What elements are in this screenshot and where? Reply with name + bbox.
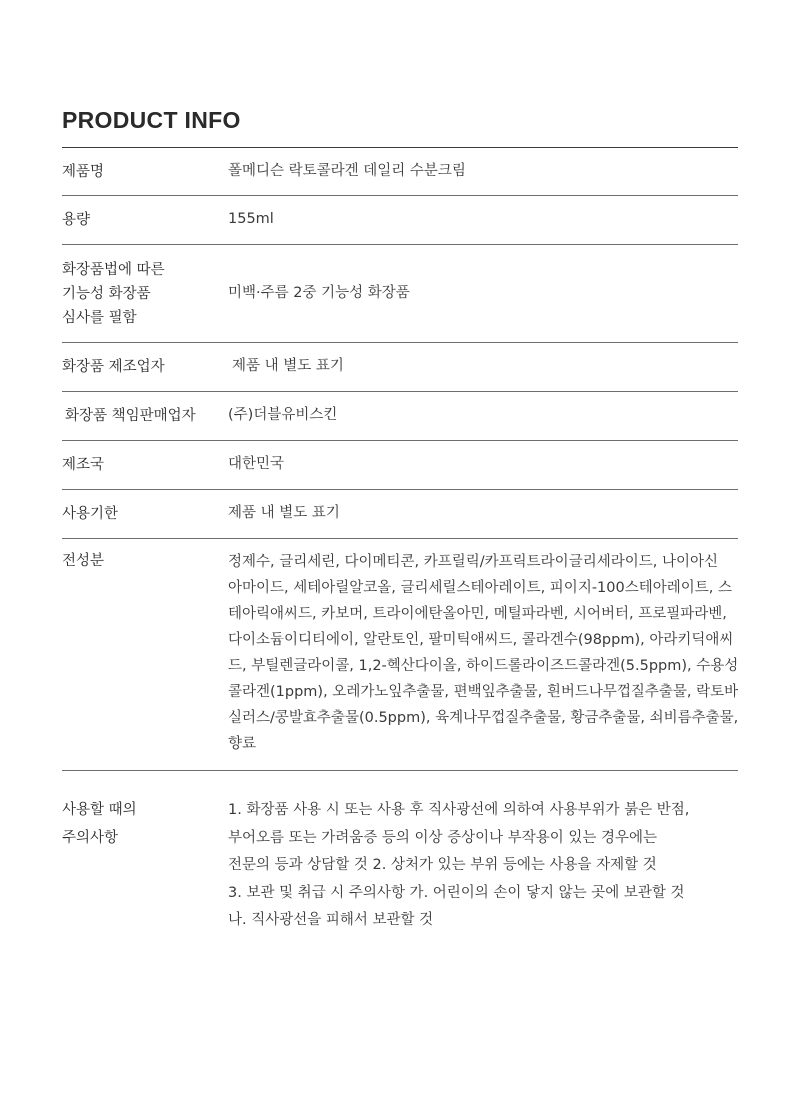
row-label: 사용기한	[62, 506, 119, 522]
row-functional-cosmetic	[62, 245, 738, 343]
row-value: 1. 화장품 사용 시 또는 사용 후 직사광선에 의하여 사용부위가 붉은 반점, 부어오름 또는 가려움증 등의 이상 증상이나 부작용이 있는 경우에는 전문의 등과 상담할 것 2. 상처가 있는 부위 등에는 사용을 자제할 것 3. 보관 및 취급 시 주의사항 가. 어린이의 손이 닿지 않는 곳에 보관할 것 나. 직사광선을 피해서 보관할 것	[228, 802, 690, 928]
row-value: 제품 내 별도 표기	[228, 505, 340, 522]
row-label: 용량	[62, 212, 91, 228]
product-info-table	[62, 148, 738, 935]
row-label: 사용할 때의 주의사항	[62, 802, 137, 846]
row-label: 화장품법에 따른 기능성 화장품 심사를 필함	[62, 261, 165, 326]
row-precautions	[62, 771, 738, 935]
row-label: 제품명	[62, 163, 105, 180]
row-value: 제품 내 별도 표기	[232, 358, 344, 375]
row-expiry	[62, 490, 738, 539]
row-label: 화장품 제조업자	[62, 359, 165, 375]
row-responsible-seller	[62, 392, 738, 441]
row-value: 155ml	[228, 211, 274, 228]
row-label: 화장품 책임판매업자	[65, 408, 196, 424]
row-label: 제조국	[62, 457, 105, 473]
row-value: 미백·주름 2중 기능성 화장품	[228, 284, 410, 301]
row-manufacturer	[62, 343, 738, 392]
row-value: 정제수, 글리세린, 다이메티콘, 카프릴릭/카프릭트라이글리세라이드, 나이아신 아마이드, 세테아릴알코올, 글리세릴스테아레이트, 피이지-100스테아레이트, 스 테아릭애씨드, 카보머, 트라이에탄올아민, 메틸파라벤, 시어버터, 프로필파라벤, 다이소듐이디티에이, 알란토인, 팔미틱애씨드, 콜라겐수(98ppm), 아라키딕애씨 드, 부틸렌글라이콜, 1,2-헥산다이올, 하이드롤라이즈드콜라겐(5.5ppm), 수용성 콜라겐(1ppm), 오레가노잎추출물, 편백잎추출물, 흰버드나무껍질추출물, 락토바 실러스/콩발효추출물(0.5ppm), 육계나무껍질추출물, 황금추출물, 쇠비름추출물, 향료	[228, 554, 739, 752]
row-volume	[62, 196, 738, 245]
row-value: 대한민국	[228, 456, 285, 473]
row-ingredients	[62, 539, 738, 771]
row-label: 전성분	[62, 553, 105, 569]
row-value: (주)더블유비스킨	[228, 407, 338, 424]
row-value: 폴메디슨 락토콜라겐 데일리 수분크림	[228, 162, 466, 179]
row-product-name	[62, 148, 738, 196]
row-country-of-origin	[62, 441, 738, 490]
page-title: PRODUCT INFO	[62, 107, 241, 133]
